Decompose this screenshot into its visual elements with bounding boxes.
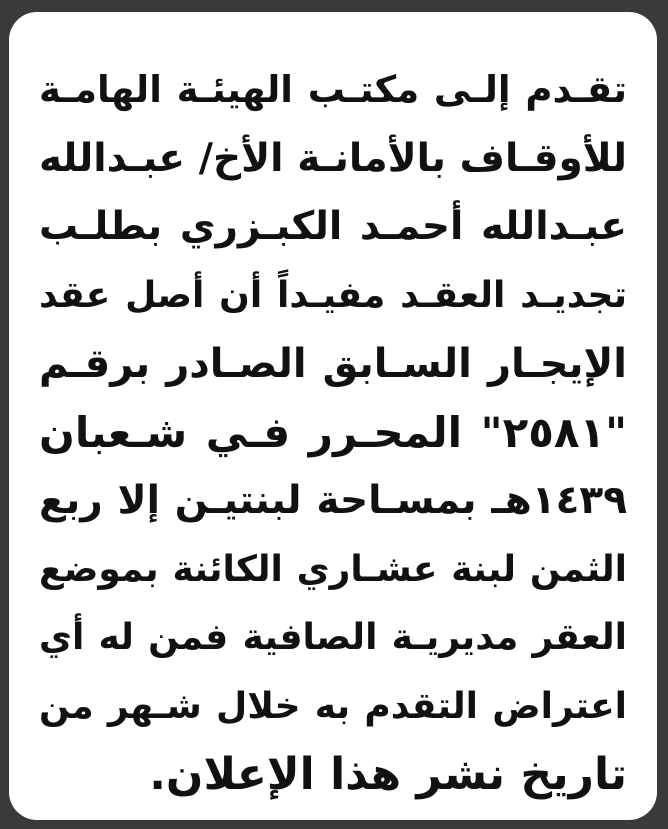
notice-line-last: تاريخ نشر هذا الإعلان.	[149, 749, 627, 800]
notice-line: تجديـد العقـد مفيـداً أن أصل عقد	[39, 274, 627, 316]
notice-line: تقـدم إلـى مكتـب الهيئـة الهامـة	[39, 68, 627, 111]
notice-line: للأوقـاف بالأمانـة الأخ/ عبـدالله	[39, 135, 627, 181]
notice-line: عبـدالله أحمـد الكبـزري بطلـب	[39, 204, 627, 249]
notice-line: اعتراض التقدم به خلال شـهر من	[39, 685, 627, 727]
notice-line: الإيجـار السـابق الصـادر برقـم	[39, 341, 627, 387]
notice-text	[39, 56, 627, 810]
notice-line: الثمن لبنة عشـاري الكائنة بموضع	[39, 548, 627, 590]
notice-line: ١٤٣٩هـ بمسـاحة لبنتيـن إلا ربع	[39, 478, 627, 523]
notice-line: "٢٥٨١" المحـرر فـي شـعبان	[39, 407, 627, 457]
notice-card	[9, 12, 657, 820]
notice-line: العقر مديريـة الصافية فمن له أي	[39, 617, 627, 658]
